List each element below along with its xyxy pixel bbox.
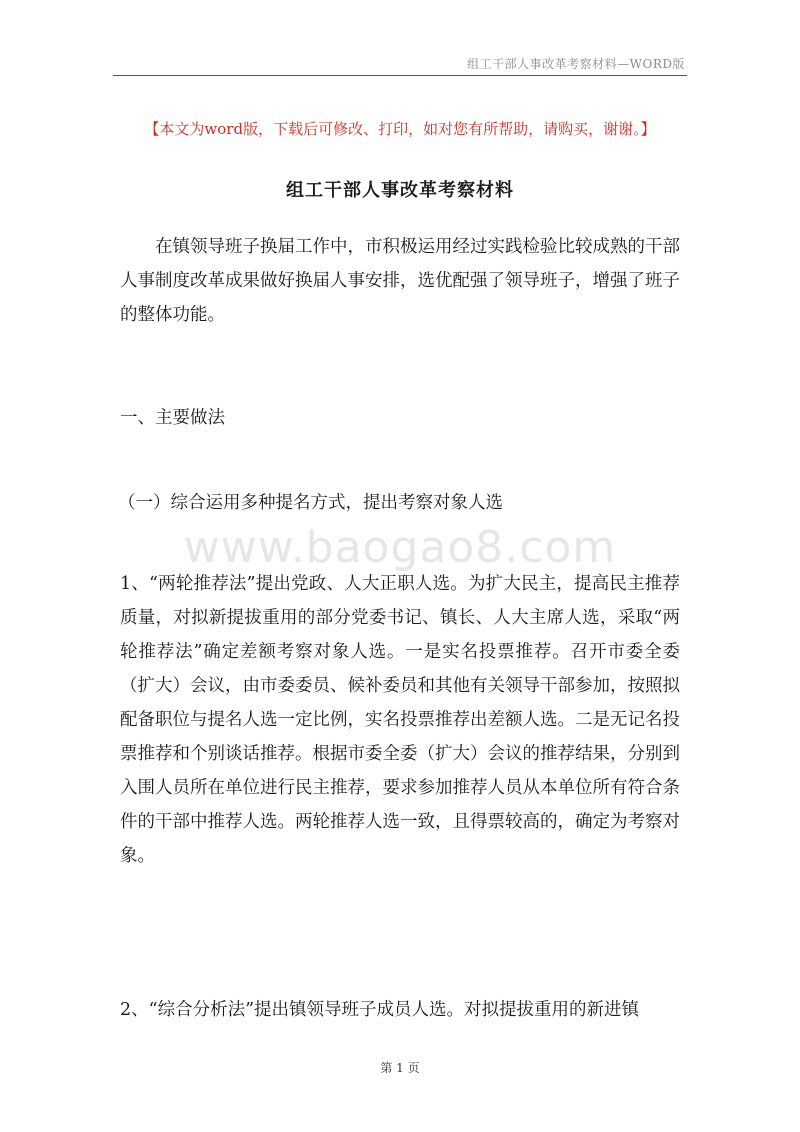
section-heading-1: 一、主要做法 bbox=[120, 408, 225, 428]
purchase-notice: 【本文为word版，下载后可修改、打印，如对您有所帮助，请购买，谢谢。】 bbox=[144, 120, 656, 138]
subsection-heading-1: （一）综合运用多种提名方式，提出考察对象人选 bbox=[118, 493, 503, 513]
item-1-paragraph: 1、“两轮推荐法”提出党政、人大正职人选。为扩大民主，提高民主推荐质量，对拟新提拔重用的部分党委书记、镇长、人大主席人选，采取“两轮推荐法”确定差额考察对象人选。一是实名投票推荐。召开市委全委（扩大）会议，由市委委员、候补委员和其他有关领导干部参加，按照拟配备职位与提名人选一定比例，实名投票推荐出差额人选。二是无记名投票推荐和个别谈话推荐。根据市委全委（扩大）会议的推荐结果，分别到入围人员所在单位进行民主推荐，要求参加推荐人员从本单位所有符合条件的干部中推荐人选。两轮推荐人选一致，且得票较高的，确定为考察对象。 bbox=[120, 574, 680, 866]
page-header: 组工干部人事改革考察材料—WORD版 bbox=[467, 57, 685, 71]
watermark: www.baogao8.com bbox=[183, 522, 617, 573]
intro-paragraph: 在镇领导班子换届工作中，市积极运用经过实践检验比较成熟的干部人事制度改革成果做好换届人事安排，选优配强了领导班子，增强了班子的整体功能。 bbox=[120, 237, 680, 325]
document-title: 组工干部人事改革考察材料 bbox=[286, 180, 514, 201]
header-rule bbox=[113, 75, 687, 76]
item-2-paragraph: 2、“综合分析法”提出镇领导班子成员人选。对拟提拔重用的新进镇 bbox=[120, 1000, 640, 1020]
page-number: 第 1 页 bbox=[380, 1061, 420, 1075]
